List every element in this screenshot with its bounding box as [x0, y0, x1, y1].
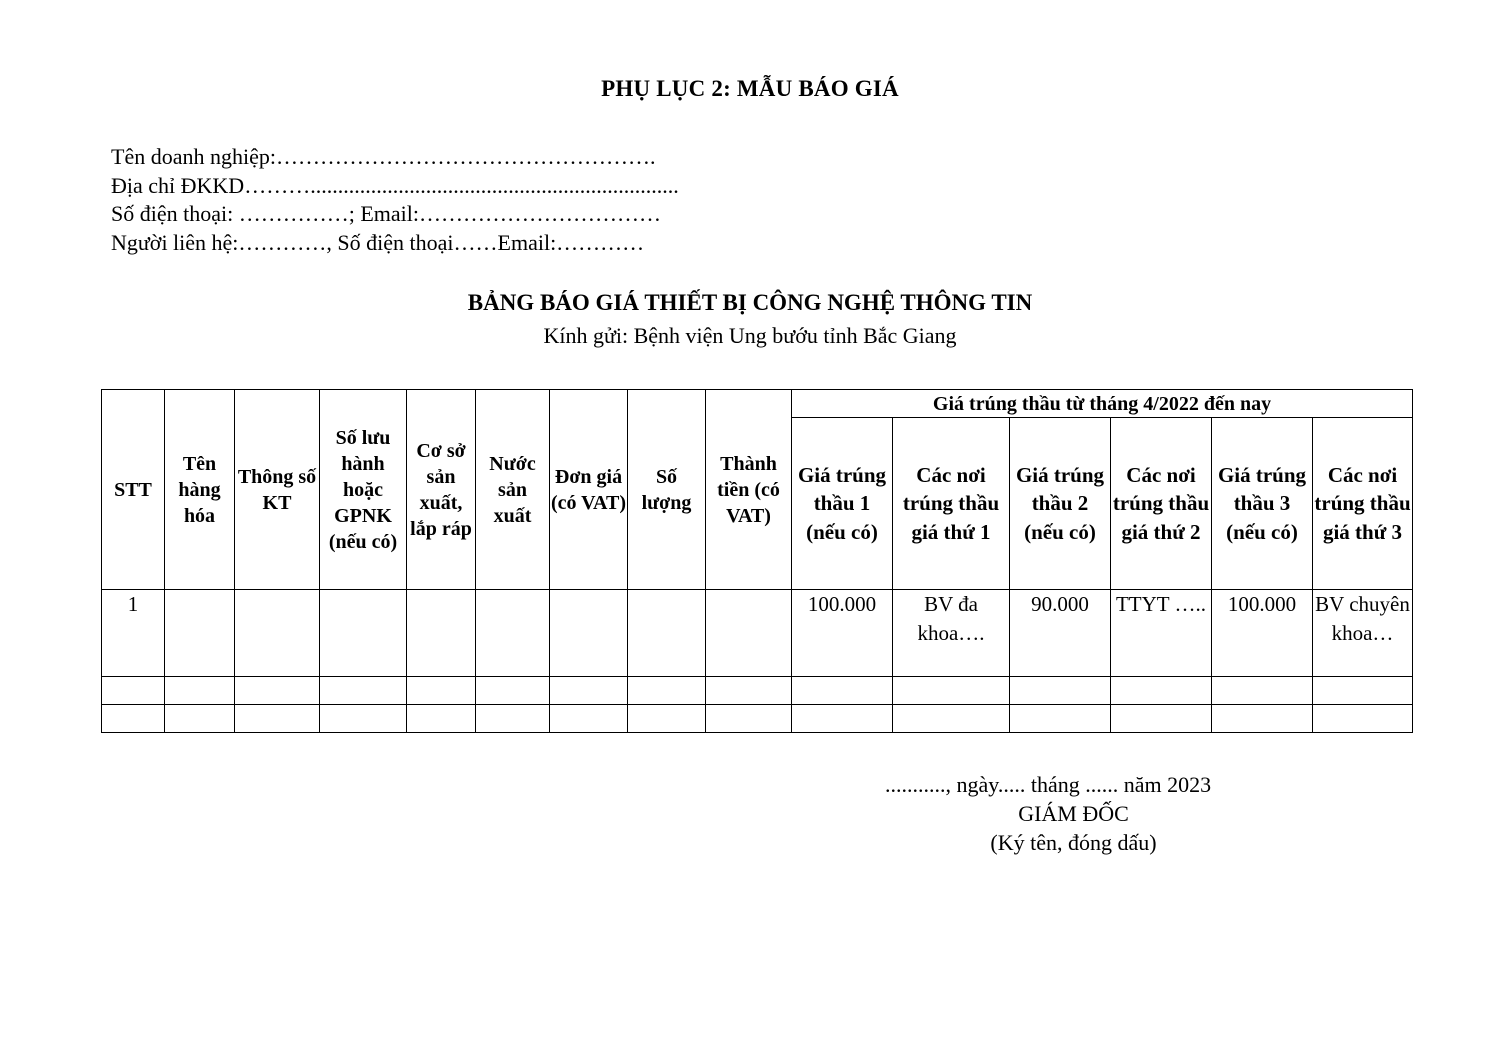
table-cell — [1313, 677, 1413, 705]
table-cell — [476, 590, 550, 677]
table-cell — [792, 677, 893, 705]
table-cell — [706, 590, 792, 677]
price-quote-table — [101, 389, 1413, 733]
business-address-line: Địa chỉ ĐKKD………................................................................... — [111, 172, 679, 198]
contact-person-line: Người liên hệ:…………, Số điện thoại……Email:………… — [111, 229, 645, 255]
table-cell — [320, 677, 407, 705]
signature-block — [885, 770, 1275, 857]
table-cell — [628, 590, 706, 677]
table-cell — [893, 705, 1010, 733]
column-header: Đơn giá (có VAT) — [550, 390, 628, 590]
column-header: Các nơi trúng thầu giá thứ 3 — [1313, 418, 1413, 590]
date-line: ..........., ngày..... tháng ...... năm 2023 — [885, 772, 1212, 797]
table-cell — [706, 705, 792, 733]
table-cell — [550, 705, 628, 733]
table-cell: BV đa khoa…. — [893, 590, 1010, 677]
table-cell — [1212, 677, 1313, 705]
column-header: Các nơi trúng thầu giá thứ 1 — [893, 418, 1010, 590]
table-cell — [407, 677, 476, 705]
column-header: Số lượng — [628, 390, 706, 590]
column-header: STT — [102, 390, 165, 590]
table-cell — [407, 590, 476, 677]
table-cell — [320, 590, 407, 677]
table-cell — [407, 705, 476, 733]
table-title: BẢNG BÁO GIÁ THIẾT BỊ CÔNG NGHỆ THÔNG TIN — [467, 290, 1033, 315]
table-cell — [1010, 677, 1111, 705]
table-cell — [1212, 705, 1313, 733]
recipient-line: Kính gửi: Bệnh viện Ung bướu tỉnh Bắc Giang — [543, 323, 957, 348]
column-header: Giá trúng thầu 3 (nếu có) — [1212, 418, 1313, 590]
table-cell — [165, 677, 235, 705]
group-header: Giá trúng thầu từ tháng 4/2022 đến nay — [792, 390, 1413, 418]
table-cell — [476, 705, 550, 733]
table-cell — [550, 590, 628, 677]
table-cell — [476, 677, 550, 705]
column-header: Nước sản xuất — [476, 390, 550, 590]
column-header: Thông số KT — [235, 390, 320, 590]
table-cell — [165, 590, 235, 677]
table-cell — [102, 705, 165, 733]
signature-note: (Ký tên, đóng dấu) — [990, 830, 1157, 855]
table-cell — [102, 677, 165, 705]
column-header: Cơ sở sản xuất, lắp ráp — [407, 390, 476, 590]
table-cell — [706, 677, 792, 705]
table-cell: 100.000 — [1212, 590, 1313, 677]
table-cell — [235, 677, 320, 705]
column-header: Thành tiền (có VAT) — [706, 390, 792, 590]
company-info — [111, 143, 679, 257]
table-row — [102, 677, 1413, 705]
column-header: Giá trúng thầu 1 (nếu có) — [792, 418, 893, 590]
table-row — [102, 705, 1413, 733]
table-cell: TTYT ….. — [1111, 590, 1212, 677]
table-cell: 1 — [102, 590, 165, 677]
column-header: Tên hàng hóa — [165, 390, 235, 590]
table-cell — [628, 677, 706, 705]
table-cell — [792, 705, 893, 733]
table-cell — [320, 705, 407, 733]
table-cell: 100.000 — [792, 590, 893, 677]
table-cell — [235, 590, 320, 677]
table-cell — [1111, 677, 1212, 705]
column-header: Giá trúng thầu 2 (nếu có) — [1010, 418, 1111, 590]
table-cell: 90.000 — [1010, 590, 1111, 677]
table-cell — [893, 677, 1010, 705]
table-cell — [235, 705, 320, 733]
table-cell — [550, 677, 628, 705]
table-cell — [165, 705, 235, 733]
appendix-title: PHỤ LỤC 2: MẪU BÁO GIÁ — [601, 76, 899, 101]
table-cell — [628, 705, 706, 733]
phone-email-line: Số điện thoại: ……………; Email:…………………………… — [111, 201, 661, 226]
table-cell — [1111, 705, 1212, 733]
table-cell — [1313, 705, 1413, 733]
director-title: GIÁM ĐỐC — [1018, 801, 1129, 826]
column-header: Các nơi trúng thầu giá thứ 2 — [1111, 418, 1212, 590]
table-cell — [1010, 705, 1111, 733]
table-row — [102, 590, 1413, 677]
company-name-line: Tên doanh nghiệp:……………………………………………. — [111, 144, 656, 169]
table-cell: BV chuyên khoa… — [1313, 590, 1413, 677]
column-header: Số lưu hành hoặc GPNK (nếu có) — [320, 390, 407, 590]
